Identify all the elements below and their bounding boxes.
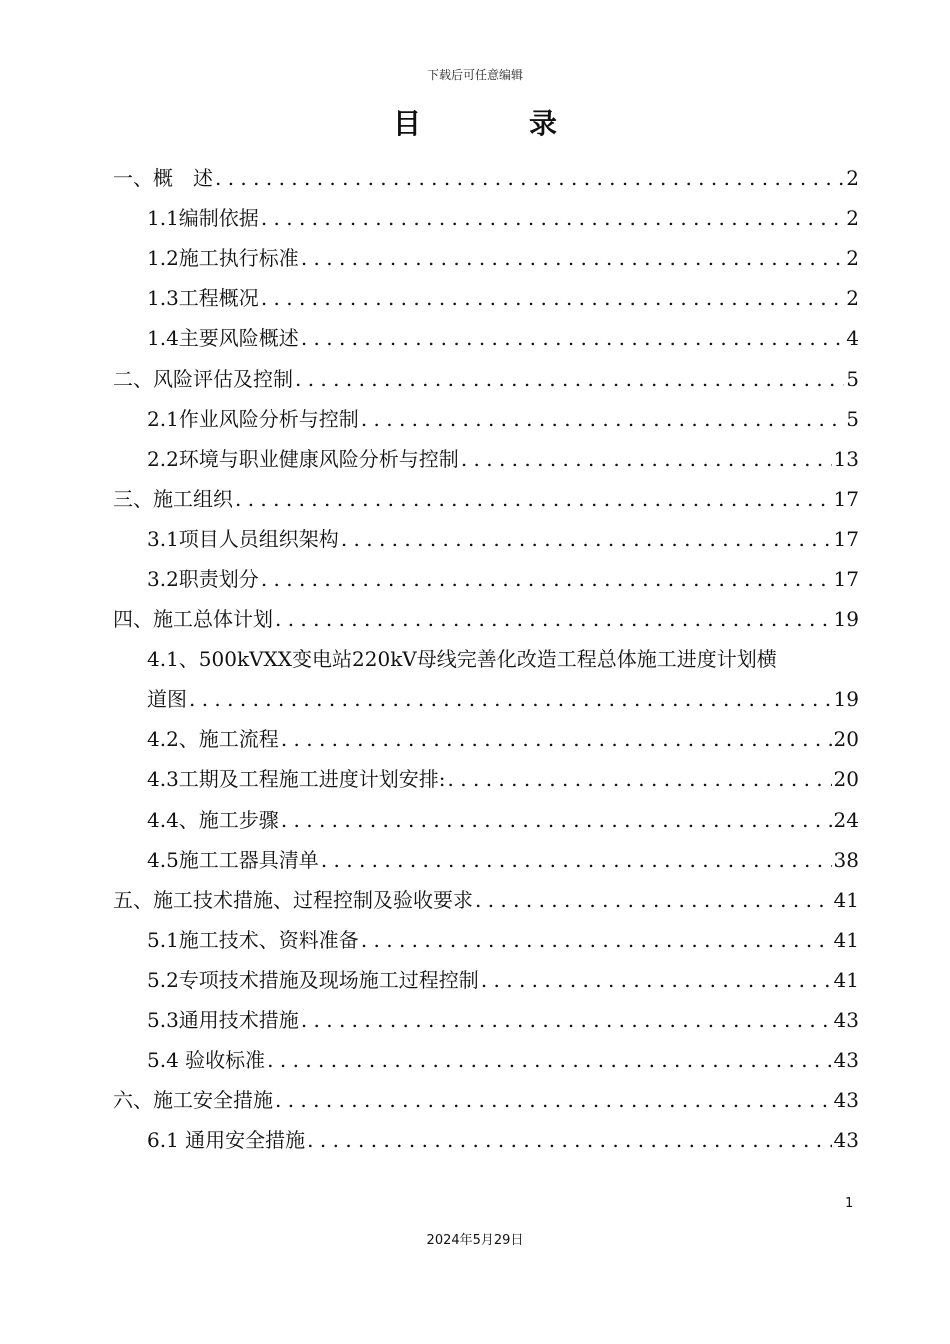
toc-leader-dots (215, 158, 844, 198)
toc-entry-page: 41 (833, 927, 859, 952)
toc-entry-page: 38 (833, 847, 859, 872)
toc-leader-dots (261, 198, 844, 238)
toc-leader-dots (275, 1080, 832, 1120)
toc-leader-dots (281, 719, 832, 759)
toc-leader-dots (475, 880, 832, 920)
toc-entry-label: 3.2职责划分 (147, 567, 259, 592)
toc-entry-page: 41 (833, 967, 859, 992)
toc-entry[interactable] (113, 679, 859, 719)
toc-entry[interactable] (113, 318, 859, 358)
toc-leader-dots (275, 599, 832, 639)
page-number: 1 (845, 1196, 854, 1211)
toc-leader-dots (235, 479, 832, 519)
toc-entry-page: 20 (833, 767, 859, 792)
toc-entry-label: 五、施工技术措施、过程控制及验收要求 (113, 887, 473, 912)
toc-entry-label: 4.3工期及工程施工进度计划安排: (147, 767, 446, 792)
toc-entry[interactable] (113, 799, 859, 839)
toc-leader-dots (448, 759, 832, 799)
toc-entry[interactable] (113, 479, 859, 519)
toc-entry-label: 4.4、施工步骤 (147, 807, 279, 832)
toc-entry[interactable] (113, 1120, 859, 1160)
toc-entry-label: 二、风险评估及控制 (113, 366, 293, 391)
toc-leader-dots (321, 840, 832, 880)
toc-entry-label: 5.3通用技术措施 (147, 1007, 299, 1032)
toc-entry[interactable] (113, 158, 859, 198)
table-of-contents (113, 158, 859, 1160)
toc-entry-label: 4.2、施工流程 (147, 727, 279, 752)
toc-entry-page: 19 (833, 607, 859, 632)
toc-entry-label: 5.1施工技术、资料准备 (147, 927, 359, 952)
toc-entry-label: 道图 (147, 687, 187, 712)
toc-leader-dots (281, 800, 832, 840)
toc-leader-dots (301, 1000, 832, 1040)
toc-entry[interactable] (113, 840, 859, 880)
toc-leader-dots (261, 278, 844, 318)
toc-leader-dots (261, 559, 832, 599)
toc-entry-page: 17 (833, 486, 859, 511)
toc-leader-dots (307, 1120, 831, 1160)
toc-entry-label: 1.4主要风险概述 (147, 326, 299, 351)
toc-leader-dots (301, 318, 844, 358)
toc-leader-dots (295, 359, 844, 399)
toc-entry[interactable] (113, 238, 859, 278)
toc-entry-page: 43 (833, 1128, 859, 1153)
toc-entry-label: 2.1作业风险分析与控制 (147, 406, 359, 431)
toc-entry-label: 3.1项目人员组织架构 (147, 526, 339, 551)
toc-leader-dots (361, 920, 832, 960)
toc-entry-label: 6.1 通用安全措施 (147, 1128, 306, 1153)
toc-entry-page: 24 (833, 807, 859, 832)
toc-entry[interactable] (113, 198, 859, 238)
toc-entry[interactable] (113, 599, 859, 639)
footer-date: 2024年5月29日 (426, 1233, 524, 1248)
toc-entry-label: 4.1、500kVXX变电站220kV母线完善化改造工程总体施工进度计划横 (147, 647, 777, 672)
toc-entry-label: 2.2环境与职业健康风险分析与控制 (147, 446, 459, 471)
toc-entry[interactable] (113, 719, 859, 759)
toc-entry-label: 1.2施工执行标准 (147, 246, 299, 271)
toc-entry-label: 六、施工安全措施 (113, 1088, 273, 1113)
toc-entry-page: 13 (833, 446, 859, 471)
toc-leader-dots (461, 439, 832, 479)
toc-leader-dots (361, 399, 844, 439)
toc-entry[interactable] (113, 960, 859, 1000)
toc-leader-dots (189, 679, 832, 719)
toc-entry-page: 17 (833, 526, 859, 551)
toc-entry[interactable] (113, 399, 859, 439)
toc-entry-page: 5 (846, 406, 859, 431)
toc-entry[interactable] (113, 358, 859, 398)
toc-entry[interactable] (113, 559, 859, 599)
toc-entry-label: 一、概 述 (113, 166, 213, 191)
header-note: 下载后可任意编辑 (426, 68, 523, 82)
toc-entry[interactable] (113, 1000, 859, 1040)
toc-entry-page: 41 (833, 887, 859, 912)
toc-entry-label: 四、施工总体计划 (113, 607, 273, 632)
toc-entry-page: 2 (846, 206, 859, 231)
toc-entry-label: 5.4 验收标准 (147, 1048, 266, 1073)
toc-entry-label: 4.5施工工器具清单 (147, 847, 319, 872)
toc-entry-page: 19 (833, 687, 859, 712)
toc-entry[interactable] (113, 759, 859, 799)
toc-entry-page: 4 (846, 326, 859, 351)
toc-entry-label: 1.1编制依据 (147, 206, 259, 231)
toc-entry-page: 2 (846, 166, 859, 191)
toc-entry-label: 5.2专项技术措施及现场施工过程控制 (147, 967, 479, 992)
toc-entry[interactable] (113, 920, 859, 960)
toc-entry-page: 20 (833, 727, 859, 752)
toc-leader-dots (267, 1040, 831, 1080)
toc-entry-label: 三、施工组织 (113, 486, 233, 511)
toc-entry-page: 2 (846, 286, 859, 311)
toc-entry-label: 1.3工程概况 (147, 286, 259, 311)
toc-entry-page: 43 (833, 1048, 859, 1073)
toc-entry[interactable] (113, 639, 859, 679)
toc-entry[interactable] (113, 278, 859, 318)
toc-entry-page: 2 (846, 246, 859, 271)
toc-entry-page: 43 (833, 1007, 859, 1032)
toc-entry-page: 5 (846, 366, 859, 391)
toc-entry[interactable] (113, 519, 859, 559)
toc-entry-page: 17 (833, 567, 859, 592)
toc-entry[interactable] (113, 1040, 859, 1080)
toc-entry-page: 43 (833, 1088, 859, 1113)
toc-entry[interactable] (113, 1080, 859, 1120)
toc-entry[interactable] (113, 439, 859, 479)
page-title: 目 录 (392, 107, 597, 140)
toc-leader-dots (481, 960, 832, 1000)
toc-leader-dots (341, 519, 832, 559)
toc-leader-dots (301, 238, 844, 278)
toc-entry[interactable] (113, 880, 859, 920)
